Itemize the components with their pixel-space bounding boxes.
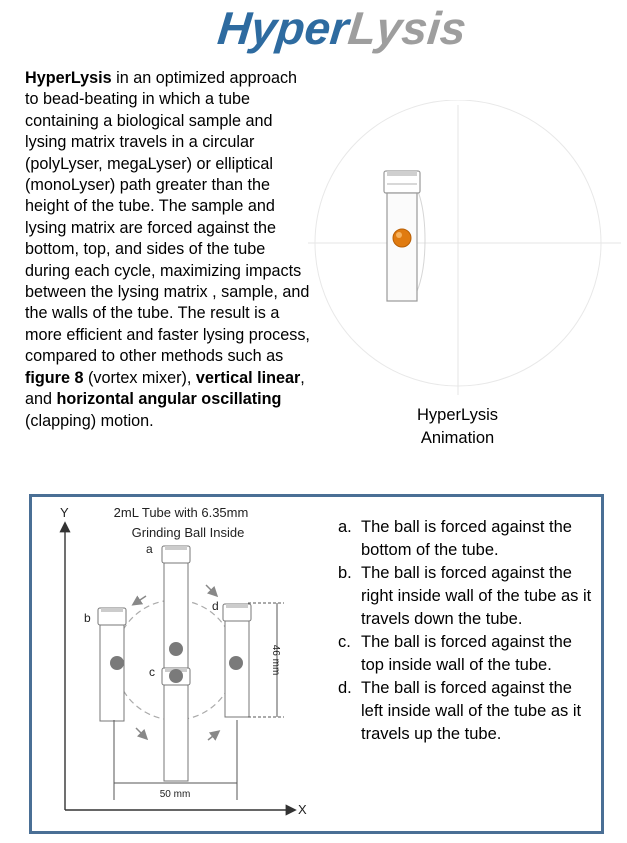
logo-part-lysis: Lysis: [345, 2, 469, 54]
intro-paragraph: [25, 68, 310, 432]
step-marker: d.: [338, 679, 352, 697]
x-axis-label: X: [298, 802, 307, 817]
step-text: The ball is forced against the right inside wall of the tube as it travels down the tube.: [361, 564, 592, 628]
label-d: d: [212, 599, 219, 613]
step-text: The ball is forced against the top inside wall of the tube.: [361, 633, 572, 674]
step-list: [338, 516, 598, 746]
animation-caption-line2: Animation: [420, 429, 495, 447]
intro-bold-figure8: figure 8: [25, 368, 84, 387]
motion-diagram: [48, 500, 328, 825]
label-c: c: [149, 665, 155, 679]
step-marker: a.: [338, 518, 352, 536]
tube-d: [223, 604, 251, 717]
y-axis-label: Y: [60, 505, 69, 520]
diagram-title-line1: 2mL Tube with 6.35mm: [113, 505, 249, 520]
list-item: [338, 516, 598, 562]
intro-bold-vertical-linear: vertical linear: [195, 368, 301, 387]
dim-horizontal-label: 50 mm: [159, 789, 191, 800]
animation-caption: [395, 404, 520, 450]
label-a: a: [146, 542, 153, 556]
step-marker: c.: [338, 633, 351, 651]
animation-caption-line1: HyperLysis: [417, 406, 498, 424]
ball-c: [169, 669, 183, 683]
diagram-title-line2: Grinding Ball Inside: [131, 525, 245, 540]
label-b: b: [84, 611, 91, 625]
list-item: [338, 677, 598, 746]
intro-lead: HyperLysis: [25, 69, 112, 87]
intro-text-1: in an optimized approach to bead-beating in which a tube containing a biological sample and lysing matrix travels in a circular (polyLyser, megaLyser) or elliptical (monoLyser) path greater than the height of the tube. The sample and lysing matrix are forced against the bottom, top, and sides of the tube during each cycle, maximizing impacts between the lysing matrix , sample, and the walls of the tube. The result is a more efficient and faster lysing process, compared to other methods such as: [25, 69, 310, 366]
list-item: [338, 631, 598, 677]
step-text: The ball is forced against the bottom of the tube.: [361, 518, 572, 559]
intro-text-4: (clapping) motion.: [25, 411, 154, 430]
tube-a: [162, 546, 190, 671]
step-marker: b.: [338, 564, 352, 582]
intro-text-2: (vortex mixer),: [83, 368, 196, 387]
hyperlysis-animation: [303, 100, 623, 400]
list-item: [338, 562, 598, 631]
step-text: The ball is forced against the left inside wall of the tube as it travels up the tube.: [361, 679, 582, 743]
intro-text-3: , and: [25, 368, 305, 409]
logo-part-hyper: Hyper: [215, 2, 352, 54]
hyperlysis-logo: [215, 2, 468, 54]
tube-b: [98, 608, 126, 721]
intro-bold-horizontal-angular: horizontal angular oscillating: [56, 390, 282, 409]
tube-c: [162, 668, 190, 781]
ball-b: [110, 656, 124, 670]
grinding-ball: [393, 229, 411, 247]
dim-vertical-label: 46 mm: [270, 644, 281, 676]
ball-a: [169, 642, 183, 656]
ball-d: [229, 656, 243, 670]
